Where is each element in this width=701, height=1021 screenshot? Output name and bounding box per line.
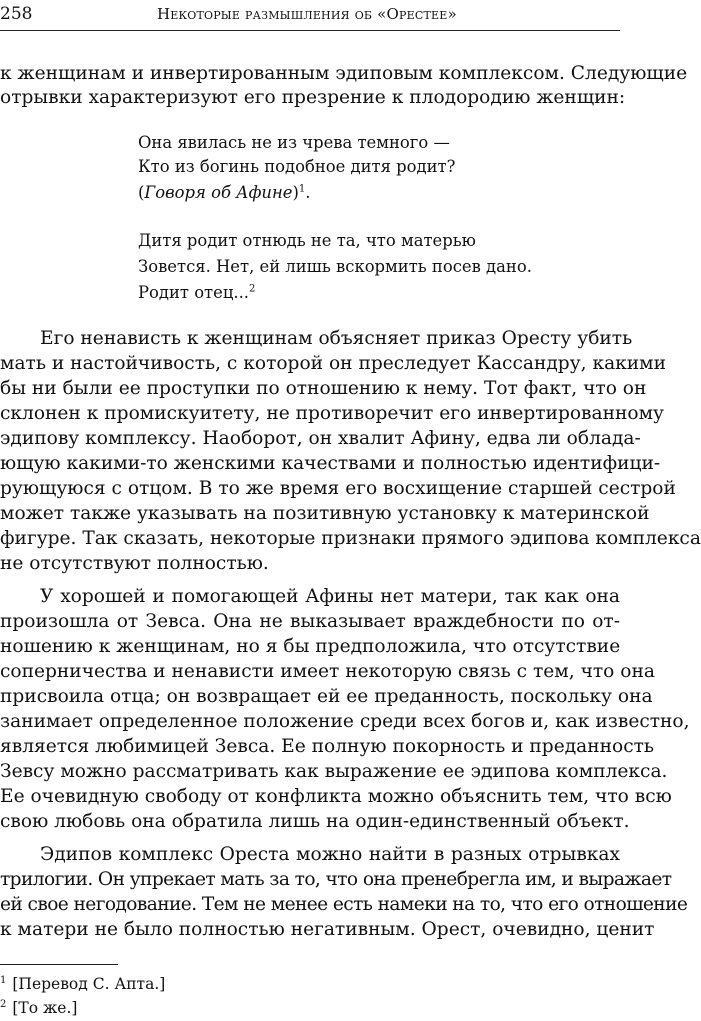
footnote-ref-2: 2 [249,283,256,295]
footnote-mark: 1 [0,974,7,986]
paragraph-line: произошла от Зевса. Она не выказывает враждебности по от- [0,611,620,632]
paragraph-line: склонен к промискуитету, не противоречит его инвертированному [0,403,664,424]
page-number: 258 [0,4,33,24]
paragraph-line: бы ни были ее проступки по отношению к нему. Тот факт, что он [0,378,647,399]
verse-line: Она явилась не из чрева темного — [138,133,450,152]
paragraph-line: может также указывать на позитивную установку к материнской [0,503,650,524]
footnote-mark: 2 [0,998,7,1010]
verse-period: . [305,183,311,202]
paragraph-line: является любимицей Зевса. Ее полную покорность и преданность [0,736,655,757]
verse-paren-open: ( [138,183,145,202]
paragraph-line: Его ненависть к женщинам объясняет приказ Оресту убить [40,328,633,349]
paragraph-line: свою любовь она обратила лишь на один-единственный объект. [0,811,630,832]
footnote-rule [0,964,118,965]
footnote-text: [Перевод С. Апта.] [12,975,166,993]
paragraph-line: присвоила отца; он возвращает ей ее преданность, поскольку она [0,686,653,707]
paragraph-line: рующуюся с отцом. В то же время его восхищение старшей сестрой [0,478,676,499]
verse-line-with-note [138,282,255,304]
verse-text: Родит отец... [138,283,249,302]
paragraph-line: трилогии. Он упрекает мать за то, что она пренебрегла им, и выражает [0,869,672,890]
paragraph-line: ношению к женщинам, но я бы предположила, что отсутствие [0,636,621,657]
header-rule [0,30,620,31]
intro-line-2: отрывки характеризуют его презрение к плодородию женщин: [0,87,626,108]
footnote-text: [То же.] [12,999,78,1017]
footnote-2 [0,998,77,1018]
paragraph-line: ющую какими-то женскими качествами и полностью идентифици- [0,453,661,474]
paragraph-line: занимает определенное положение среди всех богов и, как известно, [0,711,690,732]
paragraph-line: У хорошей и помогающей Афины нет матери, так как она [40,586,620,607]
verse-stage-direction: Говоря об Афине [144,183,293,202]
paragraph-line: мать и настойчивость, с которой он преследует Кассандру, какими [0,353,667,374]
paragraph-line: соперничества и ненависти имеет некоторую связь с тем, что она [0,661,655,682]
paragraph-line: не отсутствуют полностью. [0,553,269,574]
verse-line-with-note [138,182,310,204]
paragraph-line: ей свое негодование. Тем не менее есть намеки на то, что его отношение [0,894,688,915]
running-head [0,0,620,34]
running-title: Некоторые размышления об «Орестее» [157,5,457,23]
verse-paren-close: ) [292,183,299,202]
intro-line-1: к женщинам и инвертированным эдиповым комплексом. Следующие [0,63,688,84]
footnote-ref-1: 1 [298,183,306,195]
verse-line: Зовется. Нет, ей лишь вскормить посев дано. [138,257,532,276]
footnote-1 [0,974,165,994]
paragraph-line: фигуре. Так сказать, некоторые признаки прямого эдипова комплекса [0,528,701,549]
paragraph-line: Зевсу можно рассматривать как выражение ее эдипова комплекса. [0,761,668,782]
paragraph-line: к матери не было полностью негативным. Орест, очевидно, ценит [0,919,655,940]
paragraph-line: эдипову комплексу. Наоборот, он хвалит Афину, едва ли облада- [0,428,641,449]
verse-line: Кто из богинь подобное дитя родит? [138,157,456,176]
paragraph-line: Ее очевидную свободу от конфликта можно объяснить тем, что всю [0,786,672,807]
verse-line: Дитя родит отнюдь не та, что матерью [138,231,476,250]
paragraph-line: Эдипов комплекс Ореста можно найти в разных отрывках [40,844,620,865]
